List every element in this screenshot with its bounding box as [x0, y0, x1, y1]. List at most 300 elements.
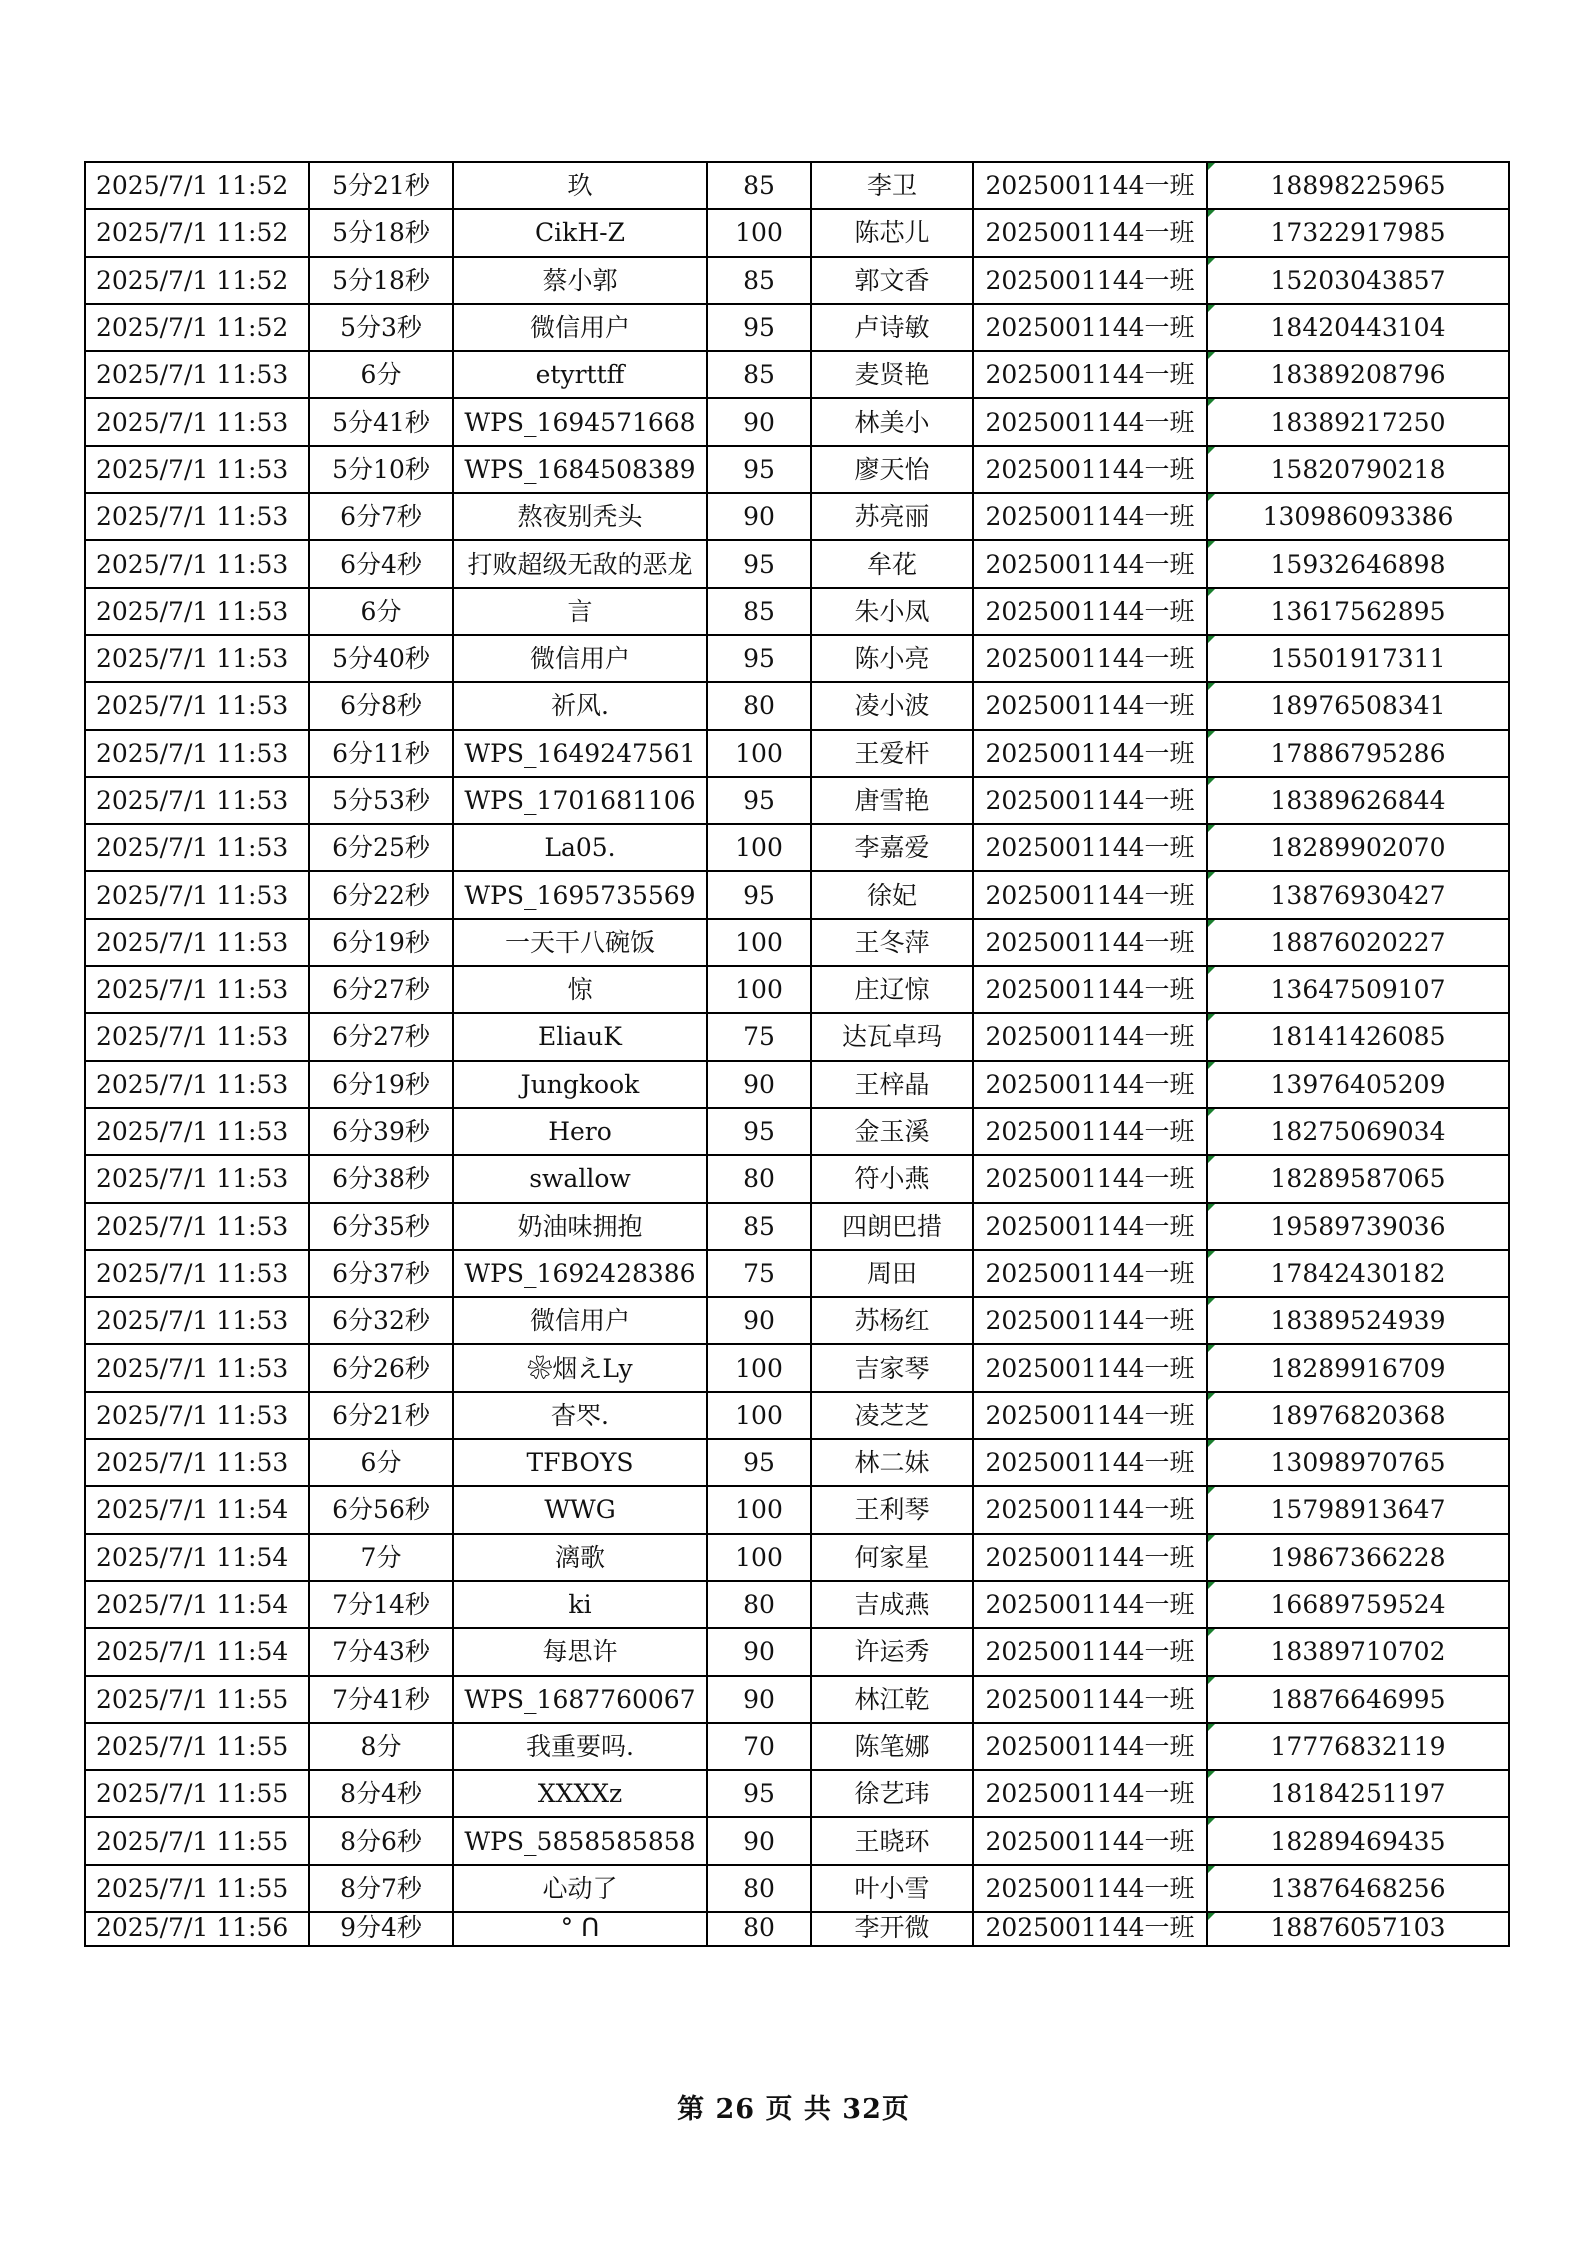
- cell-flag-icon: [1208, 1204, 1215, 1211]
- score-cell: 100: [707, 1534, 811, 1581]
- duration-cell: 7分41秒: [309, 1676, 453, 1723]
- phone-text: 130986093386: [1262, 502, 1454, 532]
- submit-time-cell: 2025/7/1 11:53: [85, 1203, 309, 1250]
- class-cell: 2025001144一班: [973, 777, 1207, 824]
- duration-cell: 8分: [309, 1723, 453, 1770]
- name-cell: 林江乾: [811, 1676, 973, 1723]
- nickname-cell: WPS_1649247561: [453, 730, 707, 777]
- phone-cell: [1207, 871, 1509, 918]
- table-row: [85, 1628, 1509, 1675]
- nickname-cell: Hero: [453, 1108, 707, 1155]
- class-cell: 2025001144一班: [973, 730, 1207, 777]
- table-row: [85, 1912, 1509, 1946]
- name-cell: 徐妃: [811, 871, 973, 918]
- duration-cell: 6分56秒: [309, 1486, 453, 1533]
- phone-cell: [1207, 1344, 1509, 1391]
- score-cell: 85: [707, 351, 811, 398]
- score-cell: 95: [707, 1439, 811, 1486]
- cell-flag-icon: [1208, 1014, 1215, 1021]
- class-cell: 2025001144一班: [973, 398, 1207, 445]
- name-cell: 徐艺玮: [811, 1770, 973, 1817]
- cell-flag-icon: [1208, 589, 1215, 596]
- cell-flag-icon: [1208, 1818, 1215, 1825]
- name-cell: 卢诗敏: [811, 304, 973, 351]
- duration-cell: 6分32秒: [309, 1297, 453, 1344]
- class-cell: 2025001144一班: [973, 540, 1207, 587]
- table-row: [85, 1581, 1509, 1628]
- nickname-cell: WPS_1692428386: [453, 1250, 707, 1297]
- phone-text: 15203043857: [1270, 265, 1446, 295]
- phone-cell: [1207, 1912, 1509, 1946]
- name-cell: 林二妹: [811, 1439, 973, 1486]
- phone-text: 15932646898: [1270, 549, 1446, 579]
- name-cell: 陈芯儿: [811, 209, 973, 256]
- phone-cell: [1207, 540, 1509, 587]
- nickname-cell: 一天干八碗饭: [453, 919, 707, 966]
- submit-time-cell: 2025/7/1 11:53: [85, 777, 309, 824]
- duration-cell: 5分18秒: [309, 209, 453, 256]
- duration-cell: 5分53秒: [309, 777, 453, 824]
- score-cell: 95: [707, 871, 811, 918]
- phone-cell: [1207, 351, 1509, 398]
- cell-flag-icon: [1208, 352, 1215, 359]
- submit-time-cell: 2025/7/1 11:52: [85, 257, 309, 304]
- name-cell: 叶小雪: [811, 1865, 973, 1912]
- duration-cell: 6分35秒: [309, 1203, 453, 1250]
- phone-cell: [1207, 777, 1509, 824]
- cell-flag-icon: [1208, 1440, 1215, 1447]
- nickname-cell: 微信用户: [453, 635, 707, 682]
- score-cell: 95: [707, 304, 811, 351]
- phone-cell: [1207, 1297, 1509, 1344]
- phone-cell: [1207, 1155, 1509, 1202]
- phone-cell: [1207, 1534, 1509, 1581]
- phone-text: 17776832119: [1270, 1731, 1446, 1761]
- duration-cell: 6分: [309, 1439, 453, 1486]
- nickname-cell: 祈风.: [453, 682, 707, 729]
- cell-flag-icon: [1208, 636, 1215, 643]
- name-cell: 苏杨红: [811, 1297, 973, 1344]
- score-cell: 90: [707, 1676, 811, 1723]
- nickname-cell: 惊: [453, 966, 707, 1013]
- name-cell: 苏亮丽: [811, 493, 973, 540]
- nickname-cell: 心动了: [453, 1865, 707, 1912]
- score-cell: 85: [707, 162, 811, 209]
- cell-flag-icon: [1208, 541, 1215, 548]
- name-cell: 四朗巴措: [811, 1203, 973, 1250]
- name-cell: 许运秀: [811, 1628, 973, 1675]
- phone-text: 18976820368: [1270, 1400, 1446, 1430]
- nickname-cell: etyrttff: [453, 351, 707, 398]
- table-row: [85, 540, 1509, 587]
- name-cell: 李嘉爱: [811, 824, 973, 871]
- submit-time-cell: 2025/7/1 11:53: [85, 446, 309, 493]
- nickname-cell: 漓歌: [453, 1534, 707, 1581]
- duration-cell: 6分4秒: [309, 540, 453, 587]
- duration-cell: 5分21秒: [309, 162, 453, 209]
- cell-flag-icon: [1208, 1582, 1215, 1589]
- table-row: [85, 257, 1509, 304]
- cell-flag-icon: [1208, 920, 1215, 927]
- nickname-cell: TFBOYS: [453, 1439, 707, 1486]
- score-cell: 95: [707, 540, 811, 587]
- cell-flag-icon: [1208, 1487, 1215, 1494]
- nickname-cell: 蔡小郭: [453, 257, 707, 304]
- class-cell: 2025001144一班: [973, 1723, 1207, 1770]
- phone-text: 16689759524: [1270, 1590, 1446, 1620]
- duration-cell: 6分37秒: [309, 1250, 453, 1297]
- name-cell: 唐雪艳: [811, 777, 973, 824]
- submit-time-cell: 2025/7/1 11:53: [85, 1344, 309, 1391]
- table-row: [85, 1534, 1509, 1581]
- record-sheet: [84, 161, 1508, 1947]
- class-cell: 2025001144一班: [973, 1061, 1207, 1108]
- name-cell: 廖天怡: [811, 446, 973, 493]
- nickname-cell: ❀烟えLy: [453, 1344, 707, 1391]
- nickname-cell: WPS_1694571668: [453, 398, 707, 445]
- submit-time-cell: 2025/7/1 11:52: [85, 209, 309, 256]
- submit-time-cell: 2025/7/1 11:54: [85, 1534, 309, 1581]
- nickname-cell: 熬夜别秃头: [453, 493, 707, 540]
- phone-text: 18141426085: [1270, 1022, 1446, 1052]
- phone-cell: [1207, 1581, 1509, 1628]
- phone-text: 13876468256: [1270, 1873, 1446, 1903]
- submit-time-cell: 2025/7/1 11:53: [85, 493, 309, 540]
- score-cell: 100: [707, 966, 811, 1013]
- score-cell: 100: [707, 1392, 811, 1439]
- phone-text: 18389710702: [1270, 1637, 1446, 1667]
- phone-text: 19867366228: [1270, 1542, 1446, 1572]
- submit-time-cell: 2025/7/1 11:55: [85, 1865, 309, 1912]
- class-cell: 2025001144一班: [973, 1250, 1207, 1297]
- score-cell: 90: [707, 1061, 811, 1108]
- phone-cell: [1207, 824, 1509, 871]
- class-cell: 2025001144一班: [973, 446, 1207, 493]
- class-cell: 2025001144一班: [973, 351, 1207, 398]
- class-cell: 2025001144一班: [973, 1486, 1207, 1533]
- phone-text: 18389524939: [1270, 1306, 1446, 1336]
- table-row: [85, 966, 1509, 1013]
- submit-time-cell: 2025/7/1 11:55: [85, 1723, 309, 1770]
- nickname-cell: WPS_5858585858: [453, 1817, 707, 1864]
- phone-cell: [1207, 162, 1509, 209]
- class-cell: 2025001144一班: [973, 1865, 1207, 1912]
- submit-time-cell: 2025/7/1 11:52: [85, 304, 309, 351]
- table-row: [85, 493, 1509, 540]
- submit-time-cell: 2025/7/1 11:52: [85, 162, 309, 209]
- phone-text: 18289469435: [1270, 1826, 1446, 1856]
- submit-time-cell: 2025/7/1 11:53: [85, 351, 309, 398]
- nickname-cell: 玖: [453, 162, 707, 209]
- duration-cell: 6分: [309, 351, 453, 398]
- submit-time-cell: 2025/7/1 11:53: [85, 540, 309, 587]
- table-row: [85, 1297, 1509, 1344]
- class-cell: 2025001144一班: [973, 1534, 1207, 1581]
- submit-time-cell: 2025/7/1 11:53: [85, 588, 309, 635]
- phone-text: 18898225965: [1270, 171, 1446, 201]
- table-row: [85, 446, 1509, 493]
- cell-flag-icon: [1208, 967, 1215, 974]
- submit-time-cell: 2025/7/1 11:53: [85, 730, 309, 777]
- cell-flag-icon: [1208, 683, 1215, 690]
- score-cell: 95: [707, 1108, 811, 1155]
- nickname-cell: WWG: [453, 1486, 707, 1533]
- nickname-cell: WPS_1701681106: [453, 777, 707, 824]
- submit-time-cell: 2025/7/1 11:53: [85, 871, 309, 918]
- phone-text: 13617562895: [1270, 596, 1446, 626]
- table-row: [85, 588, 1509, 635]
- cell-flag-icon: [1208, 163, 1215, 170]
- table-row: [85, 824, 1509, 871]
- phone-cell: [1207, 1013, 1509, 1060]
- submit-time-cell: 2025/7/1 11:53: [85, 919, 309, 966]
- duration-cell: 5分3秒: [309, 304, 453, 351]
- cell-flag-icon: [1208, 1677, 1215, 1684]
- phone-cell: [1207, 730, 1509, 777]
- name-cell: 李卫: [811, 162, 973, 209]
- class-cell: 2025001144一班: [973, 1817, 1207, 1864]
- score-cell: 95: [707, 1770, 811, 1817]
- table-row: [85, 1865, 1509, 1912]
- cell-flag-icon: [1208, 778, 1215, 785]
- phone-cell: [1207, 1676, 1509, 1723]
- table-row: [85, 304, 1509, 351]
- phone-text: 17886795286: [1270, 738, 1446, 768]
- score-cell: 80: [707, 1155, 811, 1202]
- phone-text: 17842430182: [1270, 1258, 1446, 1288]
- phone-cell: [1207, 1250, 1509, 1297]
- name-cell: 朱小凤: [811, 588, 973, 635]
- class-cell: 2025001144一班: [973, 162, 1207, 209]
- score-cell: 90: [707, 493, 811, 540]
- phone-cell: [1207, 304, 1509, 351]
- cell-flag-icon: [1208, 1913, 1215, 1920]
- phone-cell: [1207, 209, 1509, 256]
- score-cell: 85: [707, 588, 811, 635]
- class-cell: 2025001144一班: [973, 1628, 1207, 1675]
- duration-cell: 5分10秒: [309, 446, 453, 493]
- class-cell: 2025001144一班: [973, 1392, 1207, 1439]
- class-cell: 2025001144一班: [973, 1581, 1207, 1628]
- phone-cell: [1207, 257, 1509, 304]
- duration-cell: 6分21秒: [309, 1392, 453, 1439]
- cell-flag-icon: [1208, 1251, 1215, 1258]
- class-cell: 2025001144一班: [973, 1155, 1207, 1202]
- duration-cell: 6分39秒: [309, 1108, 453, 1155]
- score-cell: 100: [707, 209, 811, 256]
- phone-text: 17322917985: [1270, 218, 1446, 248]
- name-cell: 林美小: [811, 398, 973, 445]
- class-cell: 2025001144一班: [973, 1439, 1207, 1486]
- score-cell: 90: [707, 398, 811, 445]
- phone-text: 19589739036: [1270, 1211, 1446, 1241]
- class-cell: 2025001144一班: [973, 209, 1207, 256]
- phone-cell: [1207, 588, 1509, 635]
- class-cell: 2025001144一班: [973, 682, 1207, 729]
- phone-cell: [1207, 398, 1509, 445]
- submit-time-cell: 2025/7/1 11:54: [85, 1581, 309, 1628]
- score-cell: 95: [707, 446, 811, 493]
- score-cell: 100: [707, 1486, 811, 1533]
- cell-flag-icon: [1208, 1629, 1215, 1636]
- phone-text: 13647509107: [1270, 975, 1446, 1005]
- class-cell: 2025001144一班: [973, 304, 1207, 351]
- submit-time-cell: 2025/7/1 11:53: [85, 398, 309, 445]
- phone-cell: [1207, 1439, 1509, 1486]
- table-row: [85, 919, 1509, 966]
- duration-cell: 6分: [309, 588, 453, 635]
- page-number-footer: 第 26 页 共 32页: [677, 2094, 910, 2125]
- name-cell: 王爱杆: [811, 730, 973, 777]
- phone-text: 15820790218: [1270, 454, 1446, 484]
- submit-time-cell: 2025/7/1 11:53: [85, 1250, 309, 1297]
- class-cell: 2025001144一班: [973, 871, 1207, 918]
- name-cell: 凌芝芝: [811, 1392, 973, 1439]
- name-cell: 庄辽惊: [811, 966, 973, 1013]
- cell-flag-icon: [1208, 447, 1215, 454]
- submit-time-cell: 2025/7/1 11:55: [85, 1676, 309, 1723]
- class-cell: 2025001144一班: [973, 1676, 1207, 1723]
- nickname-cell: 微信用户: [453, 304, 707, 351]
- duration-cell: 6分19秒: [309, 919, 453, 966]
- score-cell: 85: [707, 1203, 811, 1250]
- name-cell: 李开微: [811, 1912, 973, 1946]
- phone-cell: [1207, 919, 1509, 966]
- table-row: [85, 1676, 1509, 1723]
- class-cell: 2025001144一班: [973, 824, 1207, 871]
- duration-cell: 6分27秒: [309, 966, 453, 1013]
- score-cell: 80: [707, 682, 811, 729]
- cell-flag-icon: [1208, 825, 1215, 832]
- submit-time-cell: 2025/7/1 11:55: [85, 1817, 309, 1864]
- duration-cell: 6分22秒: [309, 871, 453, 918]
- submit-time-cell: 2025/7/1 11:53: [85, 824, 309, 871]
- phone-cell: [1207, 1392, 1509, 1439]
- phone-text: 18184251197: [1270, 1779, 1446, 1809]
- class-cell: 2025001144一班: [973, 257, 1207, 304]
- phone-text: 13976405209: [1270, 1069, 1446, 1099]
- phone-text: 18289902070: [1270, 833, 1446, 863]
- duration-cell: 8分7秒: [309, 1865, 453, 1912]
- score-cell: 70: [707, 1723, 811, 1770]
- class-cell: 2025001144一班: [973, 493, 1207, 540]
- nickname-cell: ° ᑎ: [453, 1912, 707, 1946]
- duration-cell: 6分7秒: [309, 493, 453, 540]
- cell-flag-icon: [1208, 1393, 1215, 1400]
- score-cell: 95: [707, 777, 811, 824]
- cell-flag-icon: [1208, 494, 1215, 501]
- name-cell: 王冬萍: [811, 919, 973, 966]
- table-row: [85, 351, 1509, 398]
- cell-flag-icon: [1208, 1062, 1215, 1069]
- submit-time-cell: 2025/7/1 11:53: [85, 1297, 309, 1344]
- table-row: [85, 1250, 1509, 1297]
- duration-cell: 9分4秒: [309, 1912, 453, 1946]
- table-row: [85, 1723, 1509, 1770]
- cell-flag-icon: [1208, 1156, 1215, 1163]
- phone-text: 18289587065: [1270, 1164, 1446, 1194]
- class-cell: 2025001144一班: [973, 1108, 1207, 1155]
- duration-cell: 6分38秒: [309, 1155, 453, 1202]
- submit-time-cell: 2025/7/1 11:53: [85, 635, 309, 682]
- score-cell: 80: [707, 1865, 811, 1912]
- phone-cell: [1207, 1865, 1509, 1912]
- score-cell: 100: [707, 1344, 811, 1391]
- table-row: [85, 1439, 1509, 1486]
- nickname-cell: 奶油味拥抱: [453, 1203, 707, 1250]
- name-cell: 符小燕: [811, 1155, 973, 1202]
- duration-cell: 6分27秒: [309, 1013, 453, 1060]
- nickname-cell: WPS_1684508389: [453, 446, 707, 493]
- cell-flag-icon: [1208, 1866, 1215, 1873]
- name-cell: 陈笔娜: [811, 1723, 973, 1770]
- phone-text: 18876057103: [1270, 1912, 1446, 1942]
- class-cell: 2025001144一班: [973, 1770, 1207, 1817]
- table-row: [85, 1344, 1509, 1391]
- score-cell: 80: [707, 1581, 811, 1628]
- cell-flag-icon: [1208, 1771, 1215, 1778]
- table-row: [85, 777, 1509, 824]
- name-cell: 王利琴: [811, 1486, 973, 1533]
- duration-cell: 7分14秒: [309, 1581, 453, 1628]
- phone-text: 18389217250: [1270, 407, 1446, 437]
- nickname-cell: 微信用户: [453, 1297, 707, 1344]
- phone-text: 18876646995: [1270, 1684, 1446, 1714]
- class-cell: 2025001144一班: [973, 966, 1207, 1013]
- phone-text: 18389208796: [1270, 360, 1446, 390]
- table-row: [85, 1817, 1509, 1864]
- class-cell: 2025001144一班: [973, 1203, 1207, 1250]
- class-cell: 2025001144一班: [973, 635, 1207, 682]
- cell-flag-icon: [1208, 1345, 1215, 1352]
- phone-text: 18876020227: [1270, 927, 1446, 957]
- cell-flag-icon: [1208, 1535, 1215, 1542]
- table-row: [85, 1013, 1509, 1060]
- table-row: [85, 1061, 1509, 1108]
- nickname-cell: 杳罖.: [453, 1392, 707, 1439]
- name-cell: 牟花: [811, 540, 973, 587]
- duration-cell: 5分41秒: [309, 398, 453, 445]
- name-cell: 达瓦卓玛: [811, 1013, 973, 1060]
- phone-cell: [1207, 1108, 1509, 1155]
- phone-text: 15501917311: [1270, 644, 1446, 674]
- phone-cell: [1207, 966, 1509, 1013]
- submit-time-cell: 2025/7/1 11:53: [85, 682, 309, 729]
- nickname-cell: WPS_1695735569: [453, 871, 707, 918]
- phone-text: 18976508341: [1270, 691, 1446, 721]
- score-cell: 90: [707, 1817, 811, 1864]
- duration-cell: 6分25秒: [309, 824, 453, 871]
- phone-cell: [1207, 1628, 1509, 1675]
- table-row: [85, 1203, 1509, 1250]
- score-cell: 95: [707, 635, 811, 682]
- table-row: [85, 1392, 1509, 1439]
- phone-text: 15798913647: [1270, 1495, 1446, 1525]
- name-cell: 陈小亮: [811, 635, 973, 682]
- phone-text: 18275069034: [1270, 1117, 1446, 1147]
- phone-cell: [1207, 1486, 1509, 1533]
- submit-time-cell: 2025/7/1 11:53: [85, 1439, 309, 1486]
- nickname-cell: Jungkook: [453, 1061, 707, 1108]
- phone-cell: [1207, 1203, 1509, 1250]
- name-cell: 王梓晶: [811, 1061, 973, 1108]
- phone-cell: [1207, 446, 1509, 493]
- nickname-cell: 每思许: [453, 1628, 707, 1675]
- table-row: [85, 398, 1509, 445]
- table-row: [85, 1770, 1509, 1817]
- records-table: [84, 161, 1510, 1947]
- table-row: [85, 1155, 1509, 1202]
